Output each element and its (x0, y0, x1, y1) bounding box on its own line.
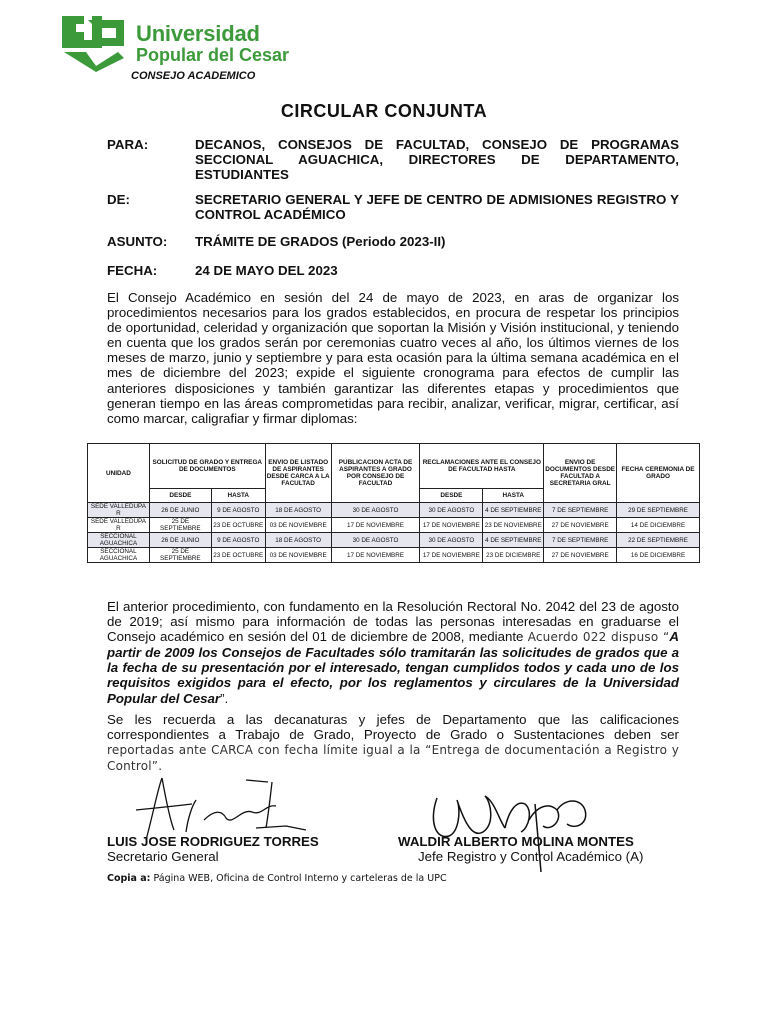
cell-envio: 7 DE SEPTIEMBRE (544, 533, 617, 548)
agreement-quote: A partir de 2009 los Consejos de Facultades sólo tramitarán las solicitudes de grados que a la fecha de su presentación por el interesado, tengan cumplidos todos y cada uno de los requisitos exigidos para el efecto, por los reglamentos y circulares de la Universidad Popular del Cesar (107, 629, 679, 706)
cell-rec-hasta: 4 DE SEPTIEMBRE (483, 503, 544, 518)
cell-ceremonia: 29 DE SEPTIEMBRE (617, 503, 700, 518)
cell-unidad: SEDE VALLEDUPA R (88, 503, 150, 518)
university-name-line1: Universidad (136, 21, 260, 46)
cell-rec-desde: 17 DE NOVIEMBRE (420, 518, 483, 533)
cell-unidad: SECCIONAL AGUACHICA (88, 533, 150, 548)
fecha-value: 24 DE MAYO DEL 2023 (195, 263, 338, 278)
header-envio-listado: ENVIO DE LISTADO DE ASPIRANTES DESDE CARCA A LA FACULTAD (265, 444, 331, 503)
asunto-label: ASUNTO: (107, 234, 168, 249)
reminder-deadline: reportadas ante CARCA con fecha límite igual a la “Entrega de documentación a Registro y Control”. (107, 743, 679, 774)
cell-listado: 03 DE NOVIEMBRE (265, 548, 331, 563)
cell-listado: 03 DE NOVIEMBRE (265, 518, 331, 533)
cell-ceremonia: 16 DE DICIEMBRE (617, 548, 700, 563)
cell-envio: 27 DE NOVIEMBRE (544, 548, 617, 563)
copy-note (107, 873, 447, 884)
cell-sol-hasta: 23 DE OCTUBRE (211, 518, 265, 533)
cell-sol-hasta: 23 DE OCTUBRE (211, 548, 265, 563)
cell-unidad: SECCIONAL AGUACHICA (88, 548, 150, 563)
cell-ceremonia: 22 DE SEPTIEMBRE (617, 533, 700, 548)
cell-sol-hasta: 9 DE AGOSTO (211, 503, 265, 518)
document-title: CIRCULAR CONJUNTA (280, 101, 488, 121)
header-rec-desde: DESDE (420, 489, 483, 503)
reminder-text: Se les recuerda a las decanaturas y jefes de Departamento que las calificaciones correspondientes a Trabajo de Grado, Proyecto de Grado o Sustentaciones deben ser (107, 712, 679, 743)
cell-publicacion: 17 DE NOVIEMBRE (331, 518, 420, 533)
header-ceremonia: FECHA CEREMONIA DE GRADO (617, 444, 700, 503)
cell-envio: 27 DE NOVIEMBRE (544, 518, 617, 533)
university-name-line2: Popular del Cesar (136, 45, 290, 65)
table-row (88, 503, 700, 518)
cell-rec-desde: 30 DE AGOSTO (420, 503, 483, 518)
asunto-value: TRÁMITE DE GRADOS (Periodo 2023-II) (195, 234, 446, 249)
cell-listado: 18 DE AGOSTO (265, 533, 331, 548)
reminder-paragraph (107, 712, 679, 774)
header-unidad: UNIDAD (88, 444, 150, 503)
resolution-paragraph (107, 599, 679, 706)
header-rec-hasta: HASTA (483, 489, 544, 503)
cell-publicacion: 30 DE AGOSTO (331, 503, 420, 518)
university-logo (58, 10, 298, 74)
agreement-ref: Acuerdo 022 dispuso “ (527, 630, 670, 645)
quote-end: ”. (220, 690, 229, 706)
signer-2-role: Jefe Registro y Control Académico (A) (418, 849, 644, 864)
cell-sol-desde: 26 DE JUNIO (149, 503, 211, 518)
header-publicacion: PUBLICACION ACTA DE ASPIRANTES A GRADO POR CONSEJO DE FACULTAD (331, 444, 420, 503)
table-row (88, 548, 700, 563)
fecha-label: FECHA: (107, 263, 158, 278)
resolution-text: El anterior procedimiento, con fundamento en la Resolución Rectoral No. 2042 del 23 de agosto de 2019; así mismo para información de todas las personas interesadas en graduarse el Consejo académico en sesión del 01 de diciembre de 2008, mediante (107, 599, 679, 645)
header-solicitud: SOLICITUD DE GRADO Y ENTREGA DE DOCUMENTOS (149, 444, 265, 489)
cell-ceremonia: 14 DE DICIEMBRE (617, 518, 700, 533)
header-sol-desde: DESDE (149, 489, 211, 503)
copy-label: Copia a: (107, 873, 151, 884)
de-label: DE: (107, 192, 130, 207)
cell-rec-hasta: 23 DE NOVIEMBRE (483, 518, 544, 533)
signer-1-name: LUIS JOSE RODRIGUEZ TORRES (107, 834, 319, 849)
signer-1-role: Secretario General (107, 849, 219, 864)
intro-paragraph: El Consejo Académico en sesión del 24 de mayo de 2023, en aras de organizar los procedimientos necesarios para los grados establecidos, en procura de respetar los principios de oportunidad, celeridad y organización que soportan la Misión y Visión institucional, y teniendo en cuenta que los grados serán por ceremonias cuatro veces al año, los últimos viernes de los meses de marzo, junio y septiembre y para esta ocasión para la última semana académica en el mes de diciembre del 2023; expide el siguiente cronograma para efectos de cumplir las anteriores disposiciones y también garantizar las diferentes etapas y procedimientos que generan tiempo en las áreas comprometidas para recibir, analizar, verificar, migrar, certificar, así como marcar, caligrafiar y firmar diplomas: (107, 290, 679, 426)
cell-publicacion: 30 DE AGOSTO (331, 533, 420, 548)
para-value: DECANOS, CONSEJOS DE FACULTAD, CONSEJO DE PROGRAMAS SECCIONAL AGUACHICA, DIRECTORES DE DEPARTAMENTO, ESTUDIANTES (195, 137, 679, 182)
cell-rec-hasta: 4 DE SEPTIEMBRE (483, 533, 544, 548)
schedule-table (87, 443, 700, 563)
cell-sol-desde: 26 DE JUNIO (149, 533, 211, 548)
council-subtitle: CONSEJO ACADEMICO (131, 70, 256, 82)
upc-logo-icon (58, 10, 128, 72)
copy-text: Página WEB, Oficina de Control Interno y carteleras de la UPC (150, 873, 447, 884)
para-label: PARA: (107, 137, 149, 152)
cell-envio: 7 DE SEPTIEMBRE (544, 503, 617, 518)
cell-sol-desde: 25 DE SEPTIEMBRE (149, 518, 211, 533)
cell-rec-desde: 30 DE AGOSTO (420, 533, 483, 548)
cell-listado: 18 DE AGOSTO (265, 503, 331, 518)
header-sol-hasta: HASTA (211, 489, 265, 503)
cell-rec-desde: 17 DE NOVIEMBRE (420, 548, 483, 563)
header-reclamaciones: RECLAMACIONES ANTE EL CONSEJO DE FACULTAD HASTA (420, 444, 544, 489)
header-envio-documentos: ENVIO DE DOCUMENTOS DESDE FACULTAD A SECRETARIA GRAL (544, 444, 617, 503)
cell-sol-hasta: 9 DE AGOSTO (211, 533, 265, 548)
table-row (88, 518, 700, 533)
cell-rec-hasta: 23 DE DICIEMBRE (483, 548, 544, 563)
table-row (88, 533, 700, 548)
signer-2-name: WALDIR ALBERTO MOLINA MONTES (398, 834, 634, 849)
de-value: SECRETARIO GENERAL Y JEFE DE CENTRO DE ADMISIONES REGISTRO Y CONTROL ACADÉMICO (195, 192, 679, 222)
cell-unidad: SEDE VALLEDUPA R (88, 518, 150, 533)
cell-sol-desde: 25 DE SEPTIEMBRE (149, 548, 211, 563)
cell-publicacion: 17 DE NOVIEMBRE (331, 548, 420, 563)
